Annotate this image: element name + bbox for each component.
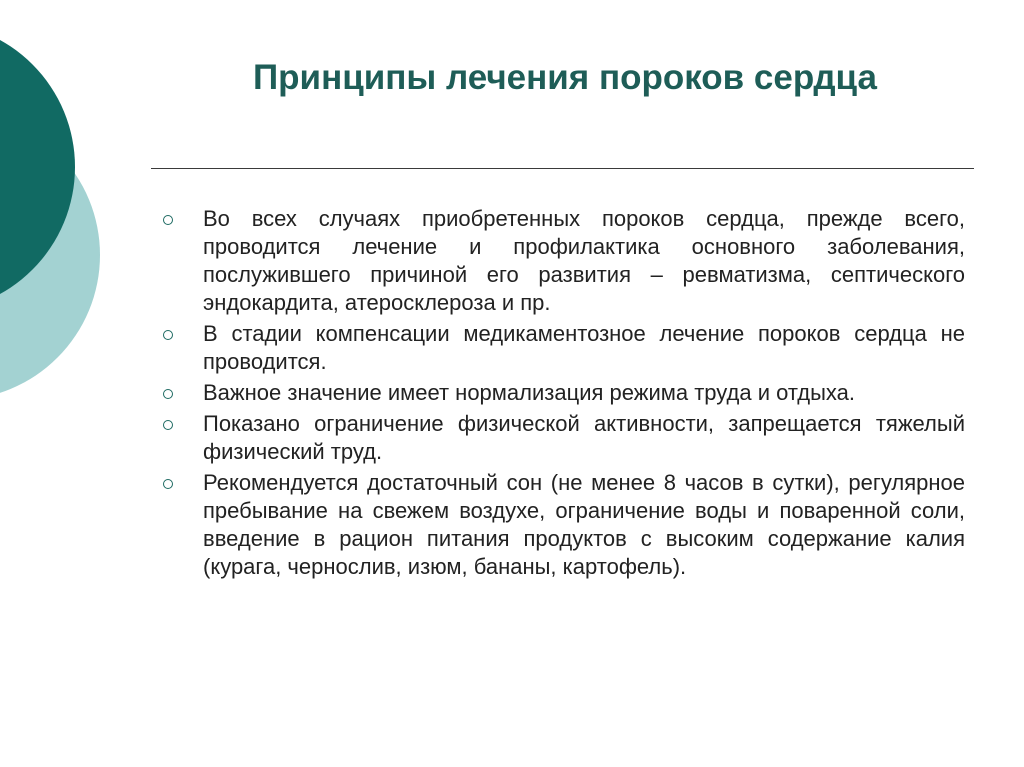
hollow-circle-icon	[163, 420, 173, 430]
hollow-circle-icon	[163, 215, 173, 225]
bullet-text: Показано ограничение физической активности, запрещается тяжелый физический труд.	[203, 411, 965, 464]
bullet-text: Рекомендуется достаточный сон (не менее 8 часов в сутки), регулярное пребывание на свежем воздухе, ограничение воды и поваренной соли, введение в рацион питания продуктов с высоким содержание калия (курага, чернослив, изюм, бананы, картофель).	[203, 470, 965, 579]
bullet-text: Важное значение имеет нормализация режима труда и отдыха.	[203, 380, 855, 405]
bullet-item	[160, 379, 965, 407]
bullet-item	[160, 320, 965, 376]
bullet-item	[160, 469, 965, 581]
bullet-item	[160, 205, 965, 317]
hollow-circle-icon	[163, 479, 173, 489]
bullet-text: Во всех случаях приобретенных пороков сердца, прежде всего, проводится лечение и профилактика основного заболевания, послужившего причиной его развития – ревматизма, септического эндокардита, атеросклероза и пр.	[203, 206, 965, 315]
bullet-item	[160, 410, 965, 466]
title-divider	[151, 168, 974, 169]
hollow-circle-icon	[163, 330, 173, 340]
bullet-list	[160, 205, 965, 584]
hollow-circle-icon	[163, 389, 173, 399]
bullet-text: В стадии компенсации медикаментозное лечение пороков сердца не проводится.	[203, 321, 965, 374]
slide-title: Принципы лечения пороков сердца	[253, 58, 877, 97]
